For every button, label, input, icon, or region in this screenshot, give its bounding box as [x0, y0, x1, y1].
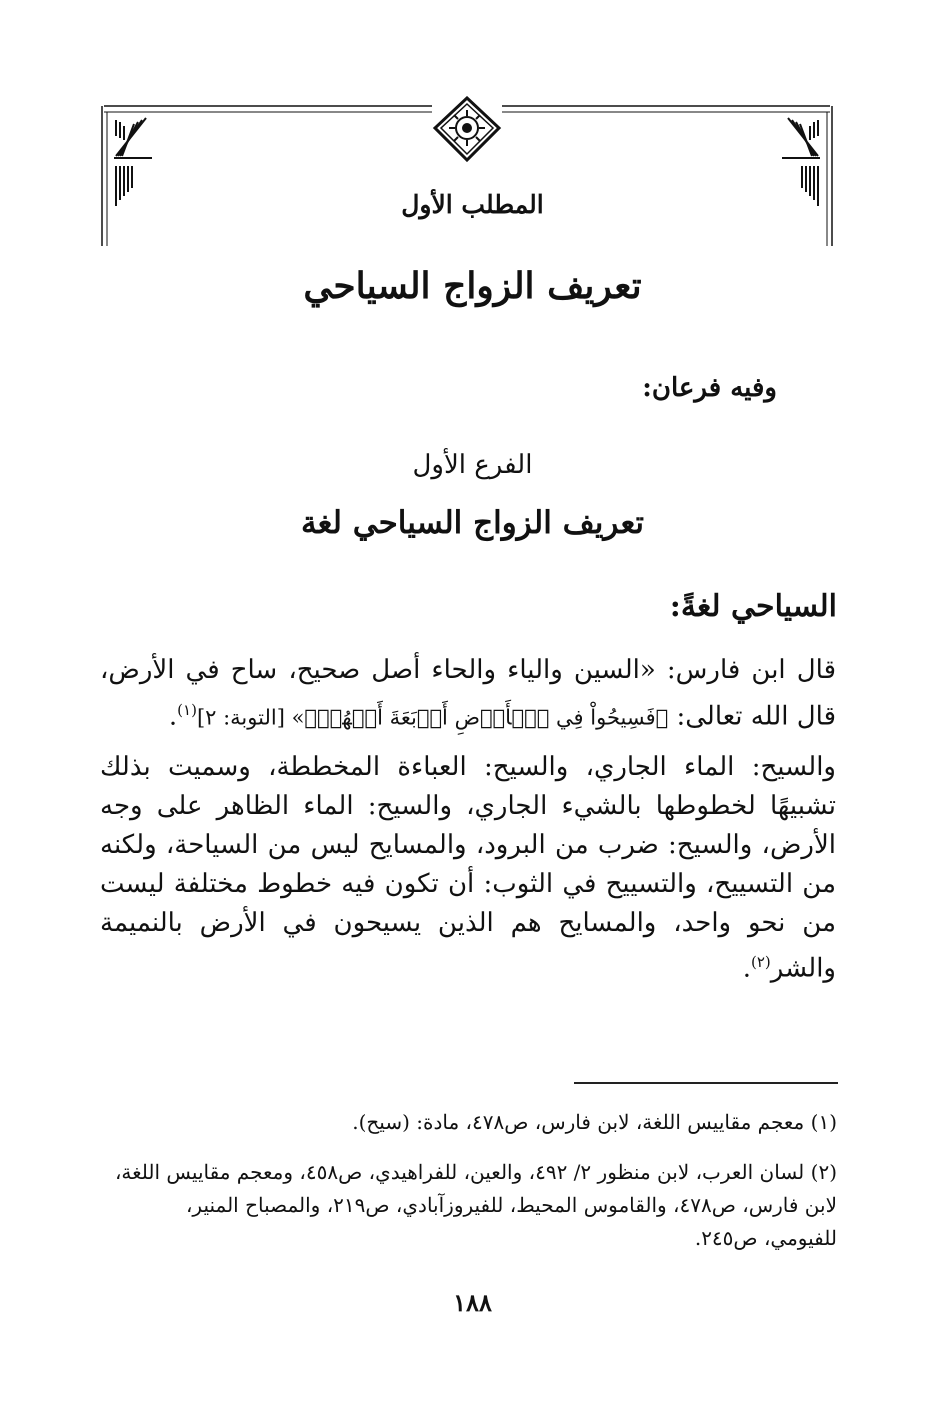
- footnote-2: (٢) لسان العرب، لابن منظور ٢/ ٤٩٢، والعين، للفراهيدي، ص٤٥٨، ومعجم مقاييس اللغة، لابن فارس، ص٤٧٨، والقاموس المحيط، للفيروزآبادي، ص٢١٩، والمصباح المنير، للفيومي، ص٢٤٥.: [114, 1160, 837, 1250]
- quran-verse: ﴿فَسِيحُواْ فِي ٱلۡأَرۡضِ أَرۡبَعَةَ أَشۡهُرٖ﴾: [304, 705, 669, 730]
- page-number: ١٨٨: [453, 1288, 492, 1317]
- definition-heading: السياحي لغةً:: [669, 589, 837, 624]
- footnote-ref-1[interactable]: (١): [177, 701, 197, 719]
- paragraph-ibn-faris: [100, 650, 836, 738]
- intro-line: وفيه فرعان:: [642, 373, 777, 403]
- paragraph-text: والسيح: الماء الجاري، والسيح: العباءة المخططة، وسميت بذلك تشبيهًا لخطوطها بالشيء الجاري، والسيح: الماء الظاهر على وجه الأرض، والسيح: ضرب من البرود، والمسايح ليس من السياحة، ولكنه من التسييح، والتسييح في الثوب: أن تكون فيه خطوط مختلفة ليست من نحو واحد، والمسايح هم الذين يسيحون في الأرض بالنميمة والشر: [100, 752, 836, 984]
- section-title: تعريف الزواج السياحي: [303, 265, 642, 307]
- footnote-ref-2[interactable]: (٢): [750, 953, 771, 971]
- footnote-1: (١) معجم مقاييس اللغة، لابن فارس، ص٤٧٨، مادة: (سيح).: [352, 1110, 837, 1134]
- footnote-divider: [574, 1082, 838, 1084]
- center-diamond-ornament: [435, 98, 499, 160]
- paragraph-text: قال ابن فارس: «السين والياء والحاء أصل صحيح، ساح في الأرض، قال الله تعالى:: [100, 655, 836, 732]
- branch-title: الفرع الأول: [412, 450, 533, 480]
- verse-citation: » [التوبة: ٢]: [196, 705, 305, 730]
- paragraph-end: .: [742, 953, 751, 984]
- paragraph-sayh-meanings: [100, 748, 836, 989]
- ornamental-header-frame: [96, 96, 838, 252]
- branch-subtitle: تعريف الزواج السياحي لغة: [300, 505, 645, 541]
- chapter-title: المطلب الأول: [401, 190, 544, 219]
- paragraph-end: .: [168, 701, 178, 732]
